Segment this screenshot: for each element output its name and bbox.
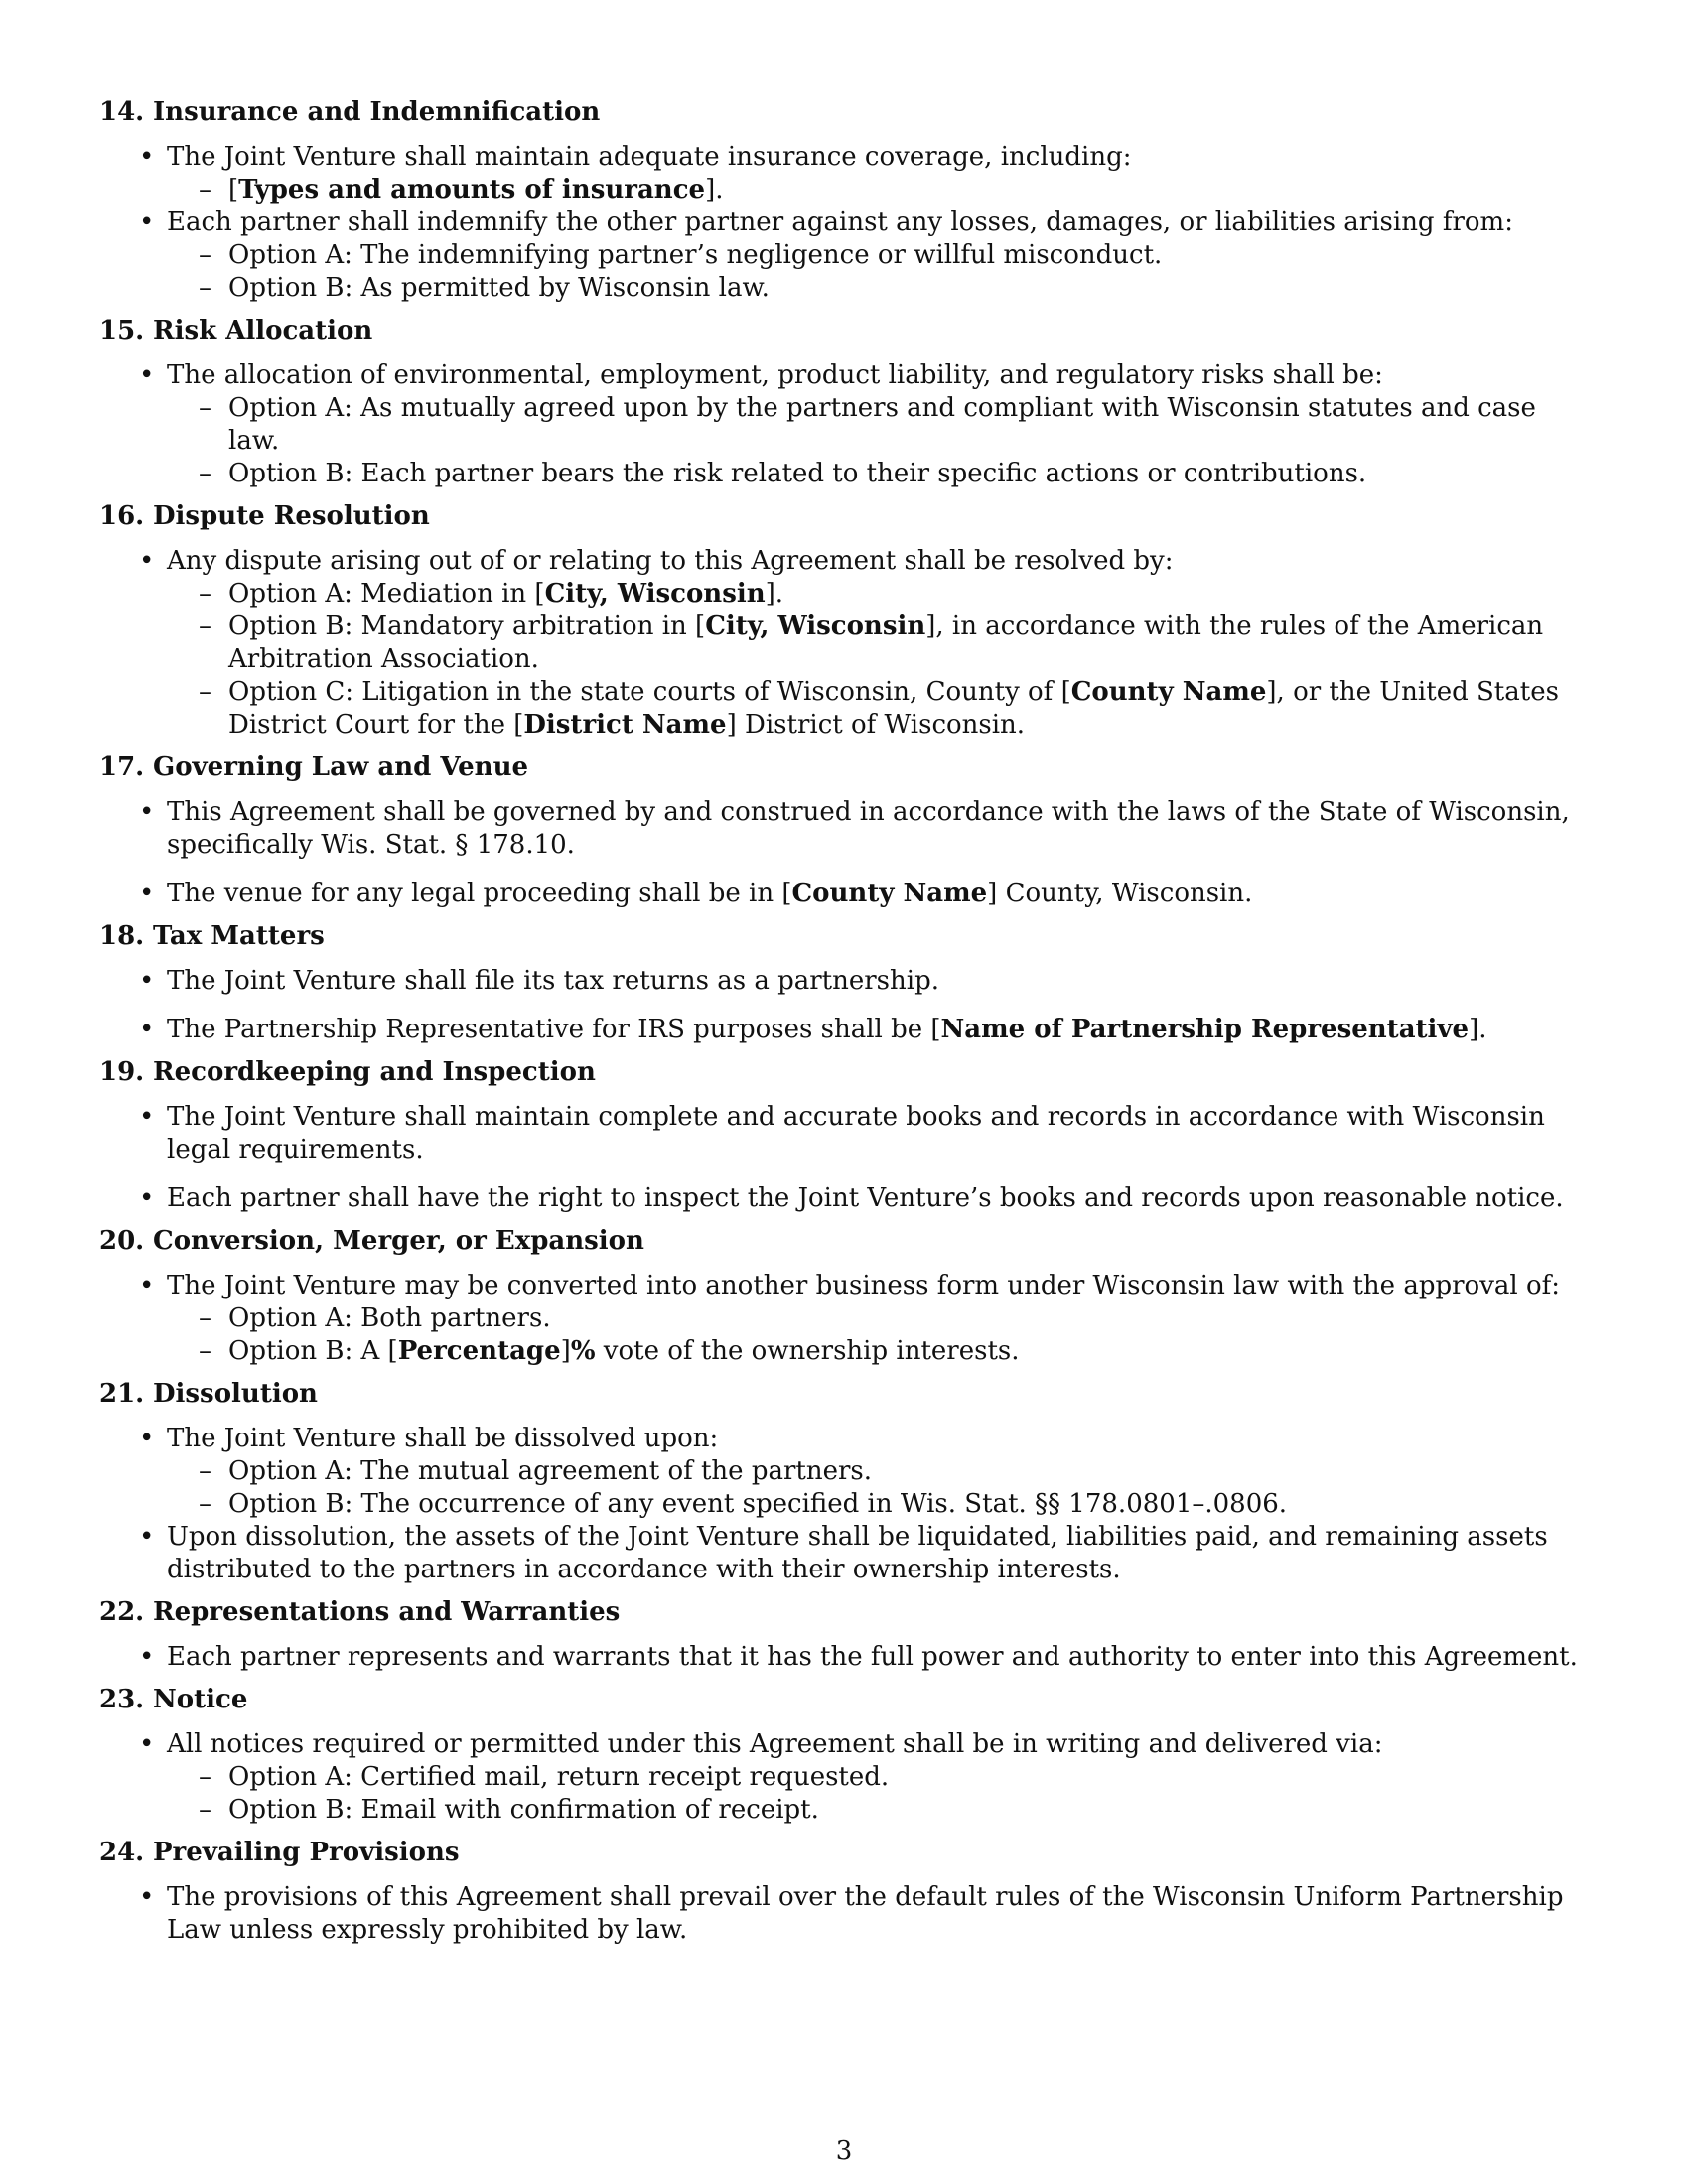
bullet-icon: • — [139, 1183, 155, 1213]
bullet-text: The Joint Venture shall file its tax returns as a partnership. — [167, 966, 939, 996]
bullet-text: All notices required or permitted under this Agreement shall be in writing and delivered via: — [167, 1729, 1383, 1759]
page-number: 3 — [835, 2136, 853, 2166]
section-number: 14. — [99, 97, 145, 127]
section-17 — [99, 751, 1589, 910]
sub-list — [167, 578, 1589, 742]
sub-item — [167, 272, 1589, 305]
sub-item-text: Option B: As permitted by Wisconsin law. — [228, 273, 770, 303]
bullet-item — [99, 359, 1589, 490]
bullet-list — [99, 965, 1589, 1046]
bullet-text: Upon dissolution, the assets of the Joint Venture shall be liquidated, liabilities paid, and remaining assets distributed to the partners in accordance with their ownership interests. — [167, 1522, 1548, 1584]
section-heading — [99, 1378, 1589, 1411]
bullet-list — [99, 796, 1589, 910]
bullet-text: Each partner represents and warrants that it has the full power and authority to enter into this Agreement. — [167, 1642, 1578, 1672]
bullet-item — [99, 1881, 1589, 1947]
bullet-text: Each partner shall indemnify the other partner against any losses, damages, or liabilities arising from: — [167, 207, 1513, 237]
dash-icon: – — [199, 1456, 211, 1486]
bullet-icon: • — [139, 966, 155, 996]
placeholder-field: District Name — [523, 710, 727, 740]
section-heading — [99, 751, 1589, 784]
section-heading — [99, 1225, 1589, 1258]
section-title: Representations and Warranties — [153, 1597, 621, 1627]
sub-item — [167, 458, 1589, 490]
sub-item — [167, 1794, 1589, 1827]
dash-icon: – — [199, 1762, 211, 1792]
section-19 — [99, 1056, 1589, 1215]
bullet-item — [99, 878, 1589, 910]
sub-list — [167, 1302, 1589, 1368]
bullet-list — [99, 545, 1589, 742]
dash-icon: – — [199, 1795, 211, 1825]
sub-item — [167, 239, 1589, 272]
bullet-list — [99, 1423, 1589, 1586]
dash-icon: – — [199, 1336, 211, 1366]
bullet-list — [99, 1101, 1589, 1215]
bullet-text: The Joint Venture shall maintain complete and accurate books and records in accordance with Wisconsin legal requirements. — [167, 1102, 1545, 1164]
bullet-icon: • — [139, 1424, 155, 1453]
bullet-item — [99, 1101, 1589, 1166]
bullet-list — [99, 141, 1589, 305]
bullet-icon: • — [139, 546, 155, 576]
section-number: 15. — [99, 316, 145, 345]
bullet-icon: • — [139, 797, 155, 827]
dash-icon: – — [199, 273, 211, 303]
section-title: Risk Allocation — [153, 316, 373, 345]
sub-list — [167, 1761, 1589, 1827]
section-number: 22. — [99, 1597, 145, 1627]
placeholder-field: % — [570, 1336, 596, 1366]
section-14 — [99, 96, 1589, 305]
sub-list — [167, 174, 1589, 206]
section-title: Insurance and Indemnification — [153, 97, 601, 127]
placeholder-field: City, Wisconsin — [544, 579, 766, 609]
dash-icon: – — [199, 579, 211, 609]
section-title: Prevailing Provisions — [153, 1838, 460, 1867]
section-heading — [99, 1056, 1589, 1089]
bullet-icon: • — [139, 1102, 155, 1132]
section-heading — [99, 1837, 1589, 1869]
section-15 — [99, 315, 1589, 490]
bullet-item — [99, 1641, 1589, 1674]
section-title: Dispute Resolution — [153, 501, 430, 531]
sub-item — [167, 392, 1589, 458]
sub-item-text: [Types and amounts of insurance]. — [228, 175, 724, 205]
section-20 — [99, 1225, 1589, 1368]
dash-icon: – — [199, 612, 211, 641]
dash-icon: – — [199, 240, 211, 270]
section-18 — [99, 920, 1589, 1046]
bullet-text: The Joint Venture may be converted into another business form under Wisconsin law with the approval of: — [167, 1271, 1560, 1300]
bullet-text: The provisions of this Agreement shall prevail over the default rules of the Wisconsin Uniform Partnership Law unless expressly prohibited by law. — [167, 1882, 1564, 1945]
section-title: Notice — [153, 1685, 248, 1714]
bullet-text: The allocation of environmental, employment, product liability, and regulatory risks shall be: — [167, 360, 1383, 390]
bullet-list — [99, 1641, 1589, 1674]
bullet-text: Each partner shall have the right to inspect the Joint Venture’s books and records upon reasonable notice. — [167, 1183, 1564, 1213]
bullet-icon: • — [139, 1015, 155, 1044]
placeholder-field: County Name — [791, 879, 988, 908]
bullet-text: The Joint Venture shall maintain adequate insurance coverage, including: — [167, 142, 1132, 172]
bullet-item — [99, 796, 1589, 862]
section-heading — [99, 500, 1589, 533]
dash-icon: – — [199, 1303, 211, 1333]
sub-list — [167, 392, 1589, 490]
section-22 — [99, 1596, 1589, 1674]
sub-item — [167, 676, 1589, 742]
sub-item — [167, 611, 1589, 676]
dash-icon: – — [199, 459, 211, 488]
bullet-item — [99, 1423, 1589, 1521]
sub-item-text: Option C: Litigation in the state courts of Wisconsin, County of [County Name], or the United States District Court for the [District Name] District of Wisconsin. — [228, 677, 1559, 740]
dash-icon: – — [199, 677, 211, 707]
document-body — [99, 96, 1589, 1957]
sub-item-text: Option A: The indemnifying partner’s negligence or willful misconduct. — [228, 240, 1163, 270]
dash-icon: – — [199, 393, 211, 423]
bullet-item — [99, 141, 1589, 206]
bullet-item — [99, 1728, 1589, 1827]
sub-item — [167, 1335, 1589, 1368]
sub-item-text: Option A: The mutual agreement of the partners. — [228, 1456, 873, 1486]
bullet-item — [99, 1182, 1589, 1215]
sub-item — [167, 174, 1589, 206]
sub-item-text: Option B: Each partner bears the risk related to their specific actions or contributions. — [228, 459, 1367, 488]
bullet-list — [99, 1728, 1589, 1827]
section-number: 20. — [99, 1226, 145, 1256]
sub-item — [167, 1488, 1589, 1521]
section-21 — [99, 1378, 1589, 1586]
sub-item — [167, 1761, 1589, 1794]
section-23 — [99, 1684, 1589, 1827]
bullet-icon: • — [139, 1882, 155, 1912]
placeholder-field: City, Wisconsin — [705, 612, 926, 641]
bullet-text: Any dispute arising out of or relating to this Agreement shall be resolved by: — [167, 546, 1174, 576]
sub-item-text: Option A: Certified mail, return receipt requested. — [228, 1762, 890, 1792]
section-title: Dissolution — [153, 1379, 318, 1409]
sub-item — [167, 1455, 1589, 1488]
bullet-item — [99, 965, 1589, 998]
section-heading — [99, 1684, 1589, 1716]
sub-item-text: Option A: As mutually agreed upon by the partners and compliant with Wisconsin statutes and case law. — [228, 393, 1536, 456]
bullet-text: The Joint Venture shall be dissolved upon: — [167, 1424, 719, 1453]
section-number: 21. — [99, 1379, 145, 1409]
bullet-item — [99, 1521, 1589, 1586]
section-number: 17. — [99, 752, 145, 782]
bullet-text: This Agreement shall be governed by and construed in accordance with the laws of the State of Wisconsin, specifically Wis. Stat. § 178.10. — [167, 797, 1570, 860]
placeholder-field: Name of Partnership Representative — [940, 1015, 1470, 1044]
section-number: 19. — [99, 1057, 145, 1087]
bullet-text: The venue for any legal proceeding shall be in [County Name] County, Wisconsin. — [167, 879, 1253, 908]
sub-item-text: Option B: The occurrence of any event specified in Wis. Stat. §§ 178.0801–.0806. — [228, 1489, 1288, 1519]
bullet-item — [99, 206, 1589, 305]
section-heading — [99, 315, 1589, 347]
placeholder-field: Types and amounts of insurance — [238, 175, 706, 205]
section-number: 24. — [99, 1838, 145, 1867]
section-heading — [99, 920, 1589, 953]
section-title: Recordkeeping and Inspection — [153, 1057, 596, 1087]
dash-icon: – — [199, 175, 211, 205]
section-number: 18. — [99, 921, 145, 951]
bullet-item — [99, 1014, 1589, 1046]
sub-item-text: Option A: Both partners. — [228, 1303, 551, 1333]
bullet-icon: • — [139, 360, 155, 390]
sub-list — [167, 239, 1589, 305]
bullet-list — [99, 1881, 1589, 1947]
bullet-text: The Partnership Representative for IRS purposes shall be [Name of Partnership Representative]. — [167, 1015, 1487, 1044]
bullet-icon: • — [139, 1729, 155, 1759]
sub-item-text: Option A: Mediation in [City, Wisconsin]. — [228, 579, 784, 609]
bullet-list — [99, 1270, 1589, 1368]
section-title: Conversion, Merger, or Expansion — [153, 1226, 644, 1256]
section-title: Tax Matters — [153, 921, 325, 951]
bullet-icon: • — [139, 142, 155, 172]
bullet-icon: • — [139, 207, 155, 237]
bullet-item — [99, 545, 1589, 742]
bullet-item — [99, 1270, 1589, 1368]
bullet-icon: • — [139, 1642, 155, 1672]
bullet-icon: • — [139, 1271, 155, 1300]
section-number: 16. — [99, 501, 145, 531]
section-title: Governing Law and Venue — [153, 752, 529, 782]
bullet-icon: • — [139, 879, 155, 908]
sub-item-text: Option B: A [Percentage]% vote of the ownership interests. — [228, 1336, 1020, 1366]
placeholder-field: County Name — [1070, 677, 1267, 707]
section-24 — [99, 1837, 1589, 1947]
section-heading — [99, 1596, 1589, 1629]
sub-list — [167, 1455, 1589, 1521]
dash-icon: – — [199, 1489, 211, 1519]
sub-item — [167, 578, 1589, 611]
bullet-icon: • — [139, 1522, 155, 1552]
sub-item-text: Option B: Email with confirmation of receipt. — [228, 1795, 819, 1825]
section-number: 23. — [99, 1685, 145, 1714]
section-16 — [99, 500, 1589, 742]
placeholder-field: Percentage — [397, 1336, 561, 1366]
sub-item — [167, 1302, 1589, 1335]
section-heading — [99, 96, 1589, 129]
bullet-list — [99, 359, 1589, 490]
sub-item-text: Option B: Mandatory arbitration in [City, Wisconsin], in accordance with the rules of the American Arbitration Association. — [228, 612, 1544, 674]
